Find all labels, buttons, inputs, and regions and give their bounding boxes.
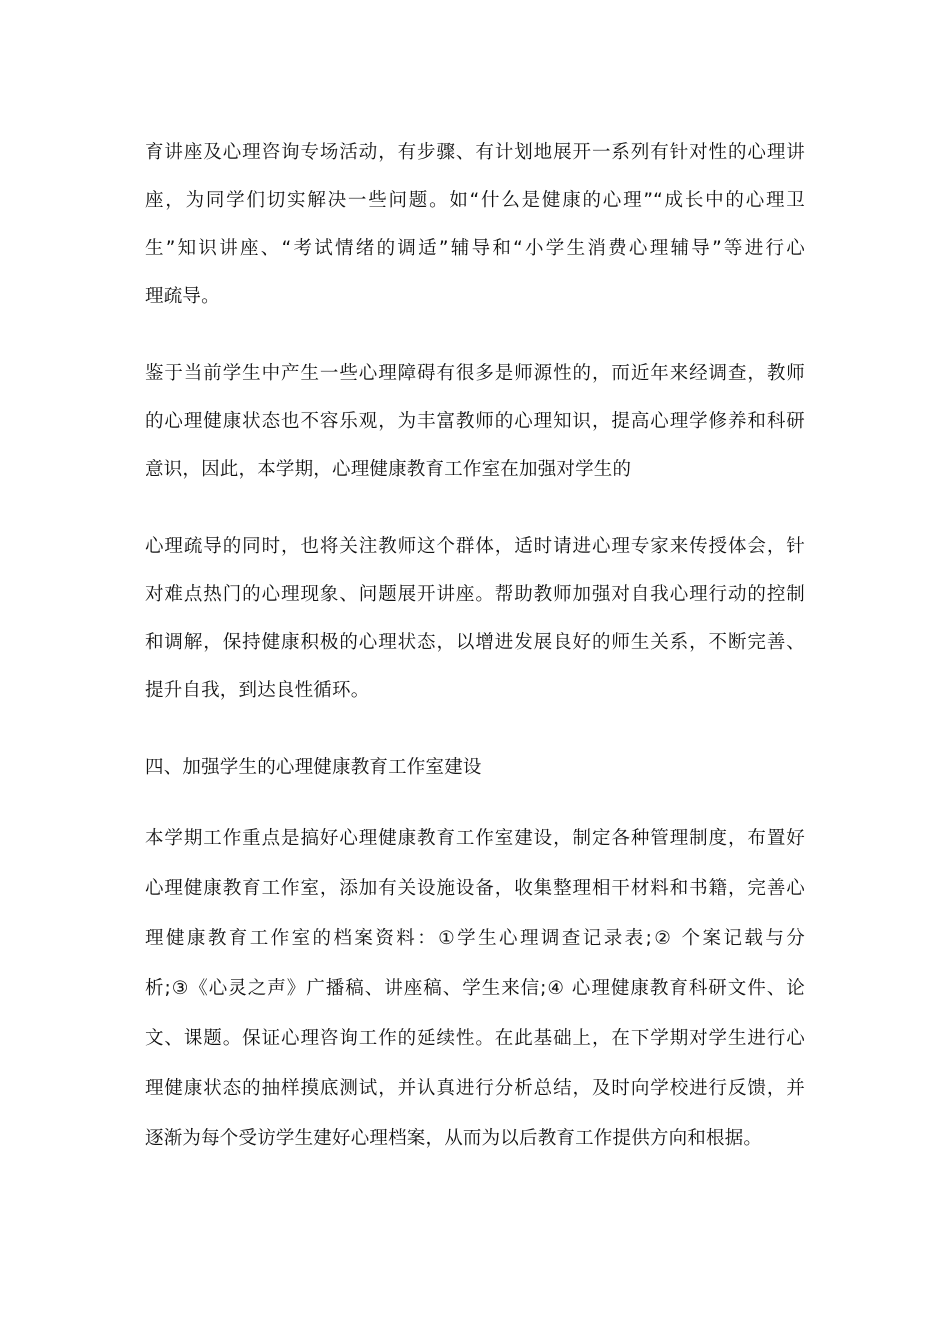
- paragraph-1-line-3: 生”知识讲座、“考试情绪的调适”辅导和“小学生消费心理辅导”等进行心: [145, 238, 805, 259]
- paragraph-1-line-2: 座，为同学们切实解决一些问题。如“什么是健康的心理”“成长中的心理卫: [145, 190, 805, 211]
- paragraph-4-line-6: 理健康状态的抽样摸底测试，并认真进行分析总结，及时向学校进行反馈，并: [145, 1078, 805, 1099]
- paragraph-1-line-4: 理疏导。: [145, 286, 220, 307]
- paragraph-4-line-1: 本学期工作重点是搞好心理健康教育工作室建设，制定各种管理制度，布置好: [145, 828, 805, 849]
- paragraph-3-line-2: 对难点热门的心理现象、问题展开讲座。帮助教师加强对自我心理行动的控制: [145, 584, 805, 605]
- paragraph-3-line-1: 心理疏导的同时，也将关注教师这个群体，适时请进心理专家来传授体会，针: [145, 536, 805, 557]
- paragraph-3-line-4: 提升自我，到达良性循环。: [145, 680, 370, 701]
- paragraph-4-line-3: 理健康教育工作室的档案资料：①学生心理调查记录表;② 个案记载与分: [145, 928, 805, 949]
- paragraph-4-line-2: 心理健康教育工作室，添加有关设施设备，收集整理相干材料和书籍，完善心: [145, 878, 805, 899]
- paragraph-2-line-3: 意识，因此，本学期，心理健康教育工作室在加强对学生的: [145, 459, 632, 480]
- section-heading: 四、加强学生的心理健康教育工作室建设: [145, 757, 482, 778]
- paragraph-4-line-7: 逐渐为每个受访学生建好心理档案，从而为以后教育工作提供方向和根据。: [145, 1128, 763, 1149]
- paragraph-4-line-4: 析;③《心灵之声》广播稿、讲座稿、学生来信;④ 心理健康教育科研文件、论: [145, 978, 805, 999]
- paragraph-1-line-1: 育讲座及心理咨询专场活动，有步骤、有计划地展开一系列有针对性的心理讲: [145, 142, 805, 163]
- paragraph-2-line-1: 鉴于当前学生中产生一些心理障碍有很多是师源性的，而近年来经调查，教师: [145, 363, 805, 384]
- paragraph-2-line-2: 的心理健康状态也不容乐观，为丰富教师的心理知识，提高心理学修养和科研: [145, 411, 805, 432]
- paragraph-3-line-3: 和调解，保持健康积极的心理状态，以增进发展良好的师生关系，不断完善、: [145, 632, 805, 653]
- paragraph-4-line-5: 文、课题。保证心理咨询工作的延续性。在此基础上，在下学期对学生进行心: [145, 1028, 805, 1049]
